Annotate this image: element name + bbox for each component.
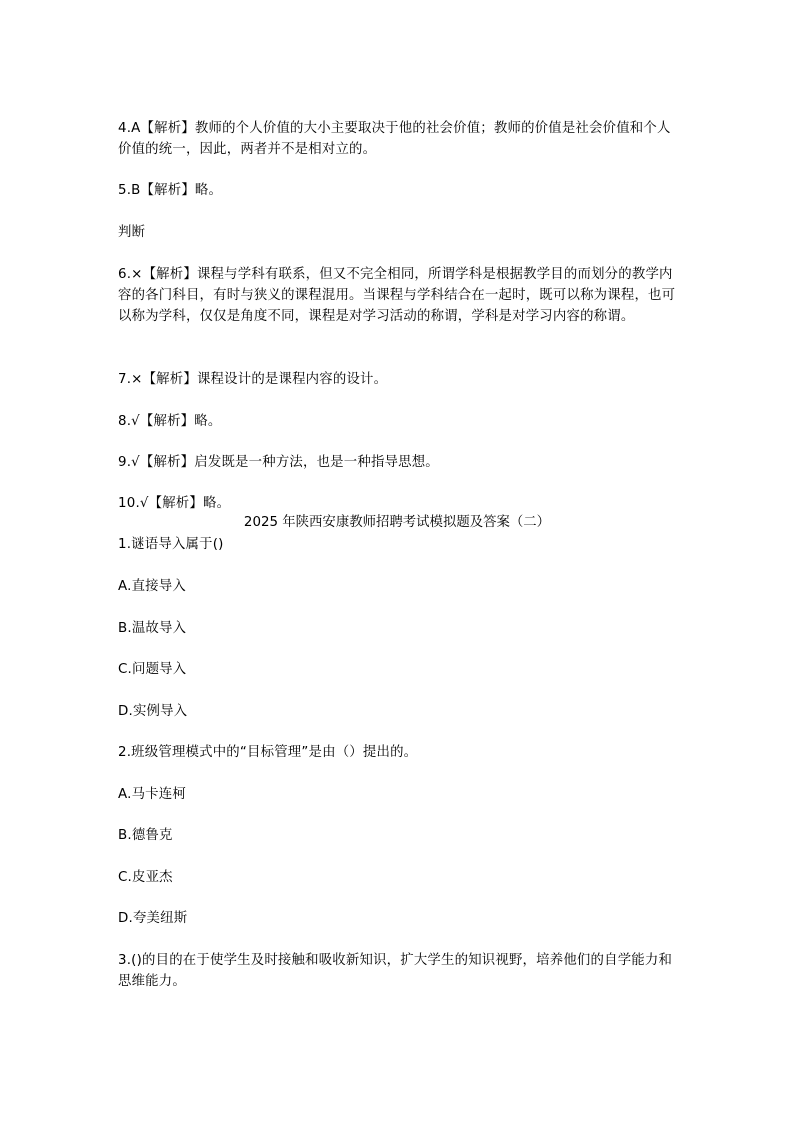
question-1-option-d: D.实例导入 bbox=[118, 704, 188, 719]
section-heading-judgment: 判断 bbox=[118, 225, 146, 240]
question-1-option-b: B.温故导入 bbox=[118, 621, 187, 636]
answer-7: 7.×【解析】课程设计的是课程内容的设计。 bbox=[118, 372, 388, 387]
section-title: 2025 年陕西安康教师招聘考试模拟题及答案（二） bbox=[243, 515, 551, 530]
question-1-option-a: A.直接导入 bbox=[118, 579, 186, 594]
answer-9: 9.√【解析】启发既是一种方法，也是一种指导思想。 bbox=[118, 455, 439, 470]
question-2-option-b: B.德鲁克 bbox=[118, 828, 173, 843]
answer-6: 6.×【解析】课程与学科有联系，但又不完全相同，所谓学科是根据教学目的而划分的教学内容的各门科目，有时与狭义的课程混用。当课程与学科结合在一起时，既可以称为课程，也可以称为学科，仅仅是角度不同，课程是对学习活动的称谓，学科是对学习内容的称谓。 bbox=[118, 267, 676, 324]
question-2-stem: 2.班级管理模式中的“目标管理”是由（）提出的。 bbox=[118, 745, 418, 760]
question-3-stem: 3.()的目的在于使学生及时接触和吸收新知识，扩大学生的知识视野，培养他们的自学能力和思维能力。 bbox=[118, 953, 673, 989]
question-2-option-a: A.马卡连柯 bbox=[118, 787, 186, 802]
answer-4: 4.A【解析】教师的个人价值的大小主要取决于他的社会价值；教师的价值是社会价值和个人价值的统一，因此，两者并不是相对立的。 bbox=[118, 121, 671, 157]
answer-5: 5.B【解析】略。 bbox=[118, 183, 223, 198]
question-2-option-d: D.夸美纽斯 bbox=[118, 911, 188, 926]
question-1-stem: 1.谜语导入属于() bbox=[118, 537, 224, 552]
answer-10: 10.√【解析】略。 bbox=[118, 496, 231, 511]
answer-8: 8.√【解析】略。 bbox=[118, 414, 222, 429]
question-2-option-c: C.皮亚杰 bbox=[118, 870, 173, 885]
question-1-option-c: C.问题导入 bbox=[118, 662, 187, 677]
